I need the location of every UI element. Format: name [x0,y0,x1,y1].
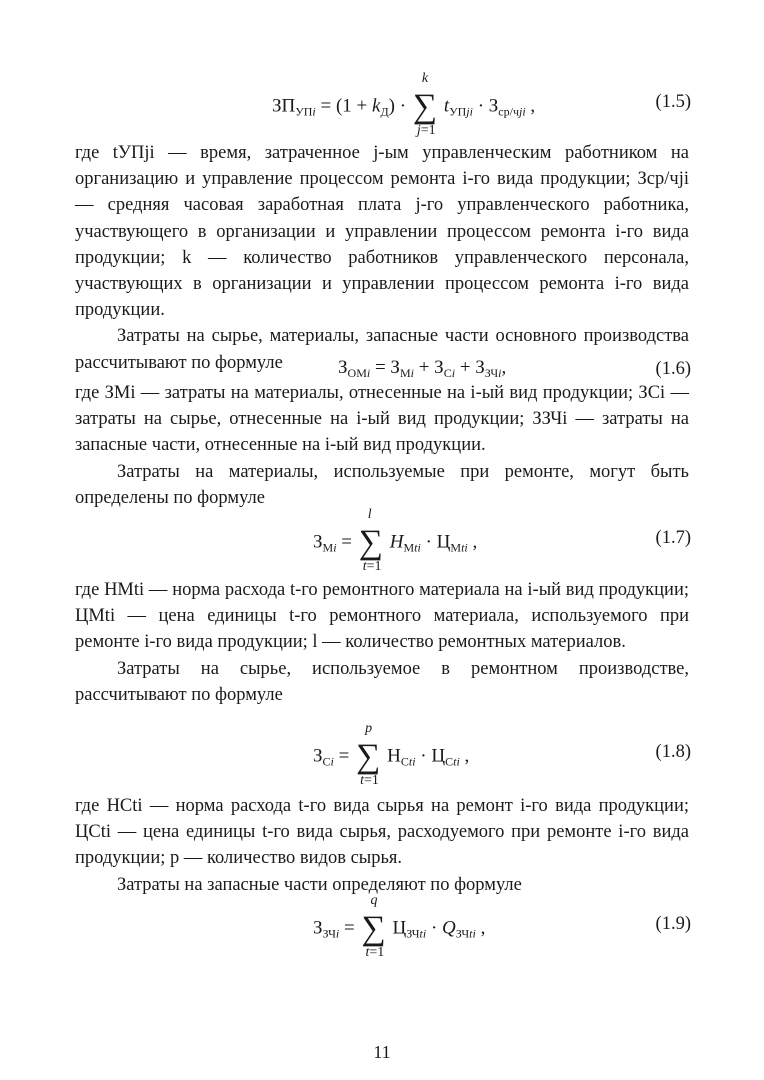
paragraph-5: где НМti — норма расхода t-го ремонтного материала на i-ый вид продукции; ЦМti — цена единицы t-го ремонтного материала, используемого при ремонте i-го вида продукции; l — количество ремонтных материалов. [75,580,689,653]
page-number: 11 [373,1042,391,1062]
formula-1-6: $З_{ОМi} = З_{Мi} + З_{Сi} + З_{ЗЧi}$, (1.6) [338,357,691,380]
formula-number: (1.7) [655,528,691,548]
formula-1-8: $З_{Сi}$ = ∑ p t=1 $Н_{Сti} \cdot Ц_{Сti}$ , (1.8) [313,721,691,788]
formula-number: (1.5) [655,92,691,112]
formula-number: (1.6) [655,359,691,379]
formula-1-9: $З_{ЗЧi}$ = ∑ q t=1 $Ц_{ЗЧti} \cdot Q_{ЗЧti}$ , (1.9) [313,893,691,960]
paragraph-6: Затраты на сырье, используемое в ремонтном производстве, рассчитывают по формуле [75,658,689,705]
formula-number: (1.8) [655,742,691,762]
formula-number: (1.9) [655,914,691,934]
paragraph-7: где НСti — норма расхода t-го вида сырья на ремонт i-го вида продукции; ЦСti — цена единицы t-го вида сырья, расходуемого при ремонте i-го вида продукции; p — количество видов сырья. [75,796,689,869]
paragraph-3: где ЗМi — затраты на материалы, отнесенные на i-ый вид продукции; ЗСi — затраты на сырье, отнесенные на i-ый вид продукции; ЗЗЧi — затраты на запасные части, отнесенные на i-ый вид продукции. [75,383,689,456]
formula-1-5: $ЗП_{УПi} = (1 + k_Д)$ · ∑ k j=1 $t_{УПji} \cdot З_{ср/чji}$ , (1.5) [272,71,691,138]
paragraph-1: где tУПji — время, затраченное j-ым управленческим работником на организацию и управление процессом ремонта i-го вида продукции; Зср/чji — средняя часовая заработная плата j-го управленческого работника, участвующего в организации и управлении процессом ремонта i-го вида продукции; k — количество работников управленческого персонала, участвующих в организации и управлении процессом ремонта i-го вида продукции. [75,143,689,321]
paragraph-2: Затраты на сырье, материалы, запасные части основного производства рассчитывают по формуле [75,326,689,373]
formula-1-7: $З_{Мi}$ = ∑ l t=1 $H_{Мti} \cdot Ц_{Мti}$ , (1.7) [313,507,691,574]
paragraph-8: Затраты на запасные части определяют по формуле [117,874,522,895]
paragraph-4: Затраты на материалы, используемые при ремонте, могут быть определены по формуле [75,461,689,508]
